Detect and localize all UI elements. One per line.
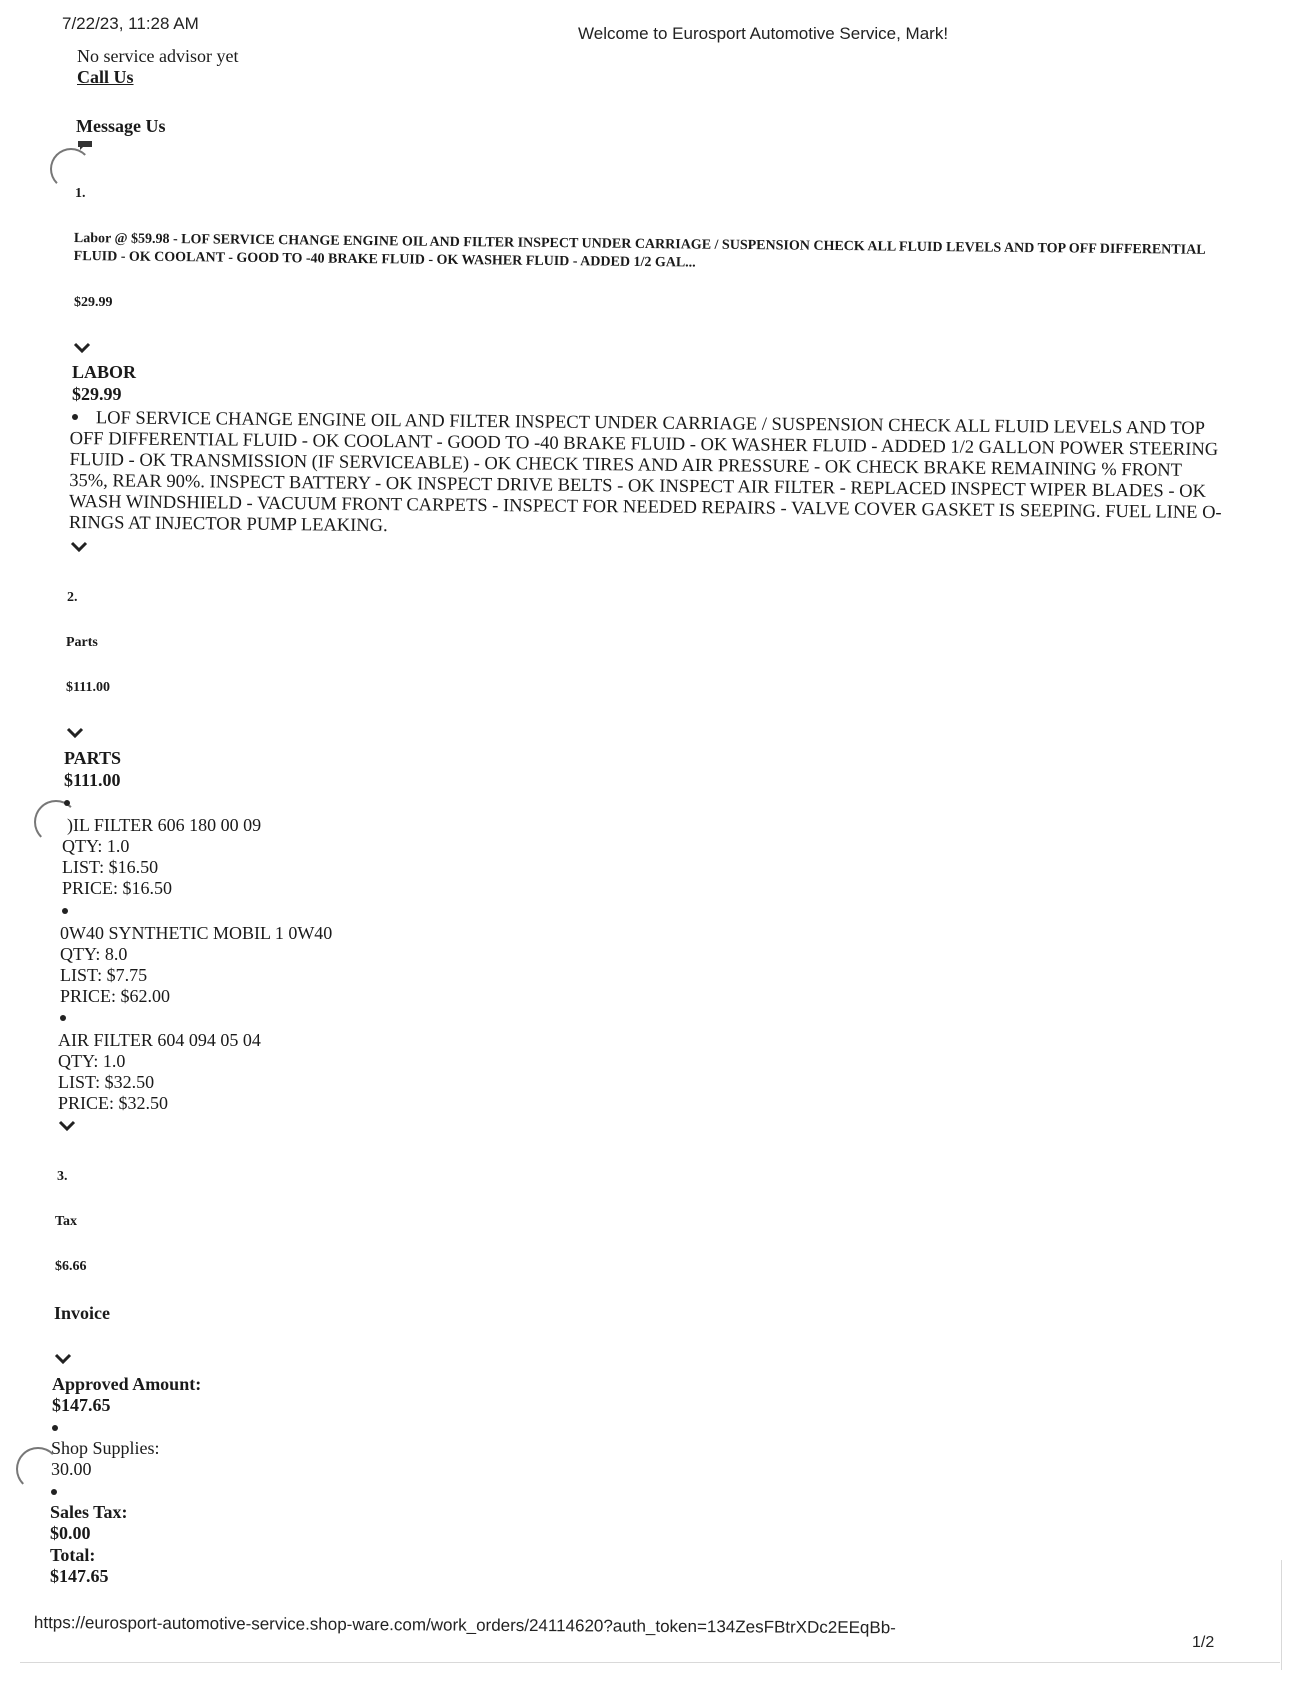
bullet	[60, 1015, 66, 1021]
page-number: 1/2	[1192, 1634, 1215, 1651]
sales-tax-value: $0.00	[50, 1523, 91, 1543]
part-price: PRICE: $16.50	[62, 878, 173, 898]
chevron-down-icon[interactable]	[73, 342, 91, 354]
total-value: $147.65	[50, 1566, 109, 1586]
welcome-message: Welcome to Eurosport Automotive Service, Mark!	[578, 24, 949, 43]
parts-label: Parts	[66, 635, 98, 650]
chevron-down-icon[interactable]	[70, 541, 88, 553]
approved-amount-label: Approved Amount:	[52, 1374, 202, 1394]
tax-amount: $6.66	[55, 1259, 87, 1274]
labor-amount: $29.99	[74, 295, 113, 310]
labor-heading-amount: $29.99	[72, 384, 122, 404]
line-number-1: 1.	[75, 186, 86, 201]
sales-tax-label: Sales Tax:	[50, 1502, 128, 1522]
print-datetime: 7/22/23, 11:28 AM	[62, 14, 199, 33]
labor-description: LOF SERVICE CHANGE ENGINE OIL AND FILTER INSPECT UNDER CARRIAGE / SUSPENSION CHECK ALL FLUID LEVELS AND TOP OFF DIFFERENTIAL FLUID - OK COOLANT - GOOD TO -40 BRAKE FLUID - OK WASHER FLUID - ADDED 1/2 GALLON POWER STEERING FLUID - OK TRANSMISSION (IF SERVICEABLE) - OK CHECK TIRES AND AIR PRESSURE - OK CHECK BRAKE REMAINING % FRONT 35%, REAR 90%. INSPECT BATTERY - OK INSPECT DRIVE BELTS - OK INSPECT AIR FILTER - REPLACED INSPECT WIPER BLADES - OK WASH WINDSHIELD - VACUUM FRONT CARPETS - INSPECT FOR NEEDED REPAIRS - VALVE COVER GASKET IS SEEPING. FUEL LINE O-RINGS AT INJECTOR PUMP LEAKING.	[68, 408, 1222, 537]
parts-amount: $111.00	[66, 680, 110, 695]
part-name: )IL FILTER 606 180 00 09	[67, 815, 262, 835]
labor-summary: Labor @ $59.98 - LOF SERVICE CHANGE ENGINE OIL AND FILTER INSPECT UNDER CARRIAGE / SUSPENSION CHECK ALL FLUID LEVELS AND TOP OFF DIFFERENTIAL FLUID - OK COOLANT - GOOD TO -40 BRAKE FLUID - OK WASHER FLUID - ADDED 1/2 GAL...	[73, 230, 1205, 271]
parts-heading-amount: $111.00	[64, 770, 121, 790]
call-us-link[interactable]: Call Us	[77, 67, 134, 87]
parts-heading: PARTS	[64, 748, 122, 768]
page-url: https://eurosport-automotive-service.shop-ware.com/work_orders/24114620?auth_token=134ZesFBtrXDc2EEqBb-	[33, 1613, 896, 1638]
invoice-title: Invoice	[54, 1303, 110, 1323]
chevron-down-icon[interactable]	[66, 727, 84, 739]
shop-supplies-label: Shop Supplies:	[51, 1438, 160, 1458]
bullet	[62, 908, 68, 914]
chevron-down-icon[interactable]	[58, 1120, 76, 1132]
scan-edge	[1281, 1560, 1282, 1670]
line-number-2: 2.	[67, 590, 78, 605]
service-advisor-status: No service advisor yet	[77, 46, 239, 66]
total-label: Total:	[50, 1545, 96, 1565]
chevron-down-icon[interactable]	[54, 1353, 72, 1365]
chat-icon[interactable]	[77, 137, 93, 147]
part-qty: QTY: 1.0	[58, 1051, 126, 1071]
part-name: AIR FILTER 604 094 05 04	[58, 1030, 261, 1050]
bullet	[64, 800, 70, 806]
part-list-price: LIST: $7.75	[60, 965, 148, 985]
scan-artifact	[16, 1447, 60, 1491]
part-qty: QTY: 1.0	[62, 836, 130, 856]
scan-artifact	[50, 148, 92, 190]
bullet	[52, 1425, 58, 1431]
labor-heading: LABOR	[72, 362, 137, 382]
part-list-price: LIST: $32.50	[58, 1072, 155, 1092]
part-name: 0W40 SYNTHETIC MOBIL 1 0W40	[60, 923, 333, 943]
shop-supplies-value: 30.00	[51, 1459, 92, 1479]
part-price: PRICE: $62.00	[60, 986, 171, 1006]
tax-label: Tax	[55, 1214, 78, 1229]
part-qty: QTY: 8.0	[60, 944, 128, 964]
scan-edge	[20, 1662, 1280, 1663]
part-list-price: LIST: $16.50	[62, 857, 159, 877]
message-us-link[interactable]: Message Us	[76, 116, 166, 136]
approved-amount-value: $147.65	[52, 1395, 111, 1415]
bullet	[51, 1489, 57, 1495]
line-number-3: 3.	[57, 1169, 68, 1184]
part-price: PRICE: $32.50	[58, 1093, 169, 1113]
